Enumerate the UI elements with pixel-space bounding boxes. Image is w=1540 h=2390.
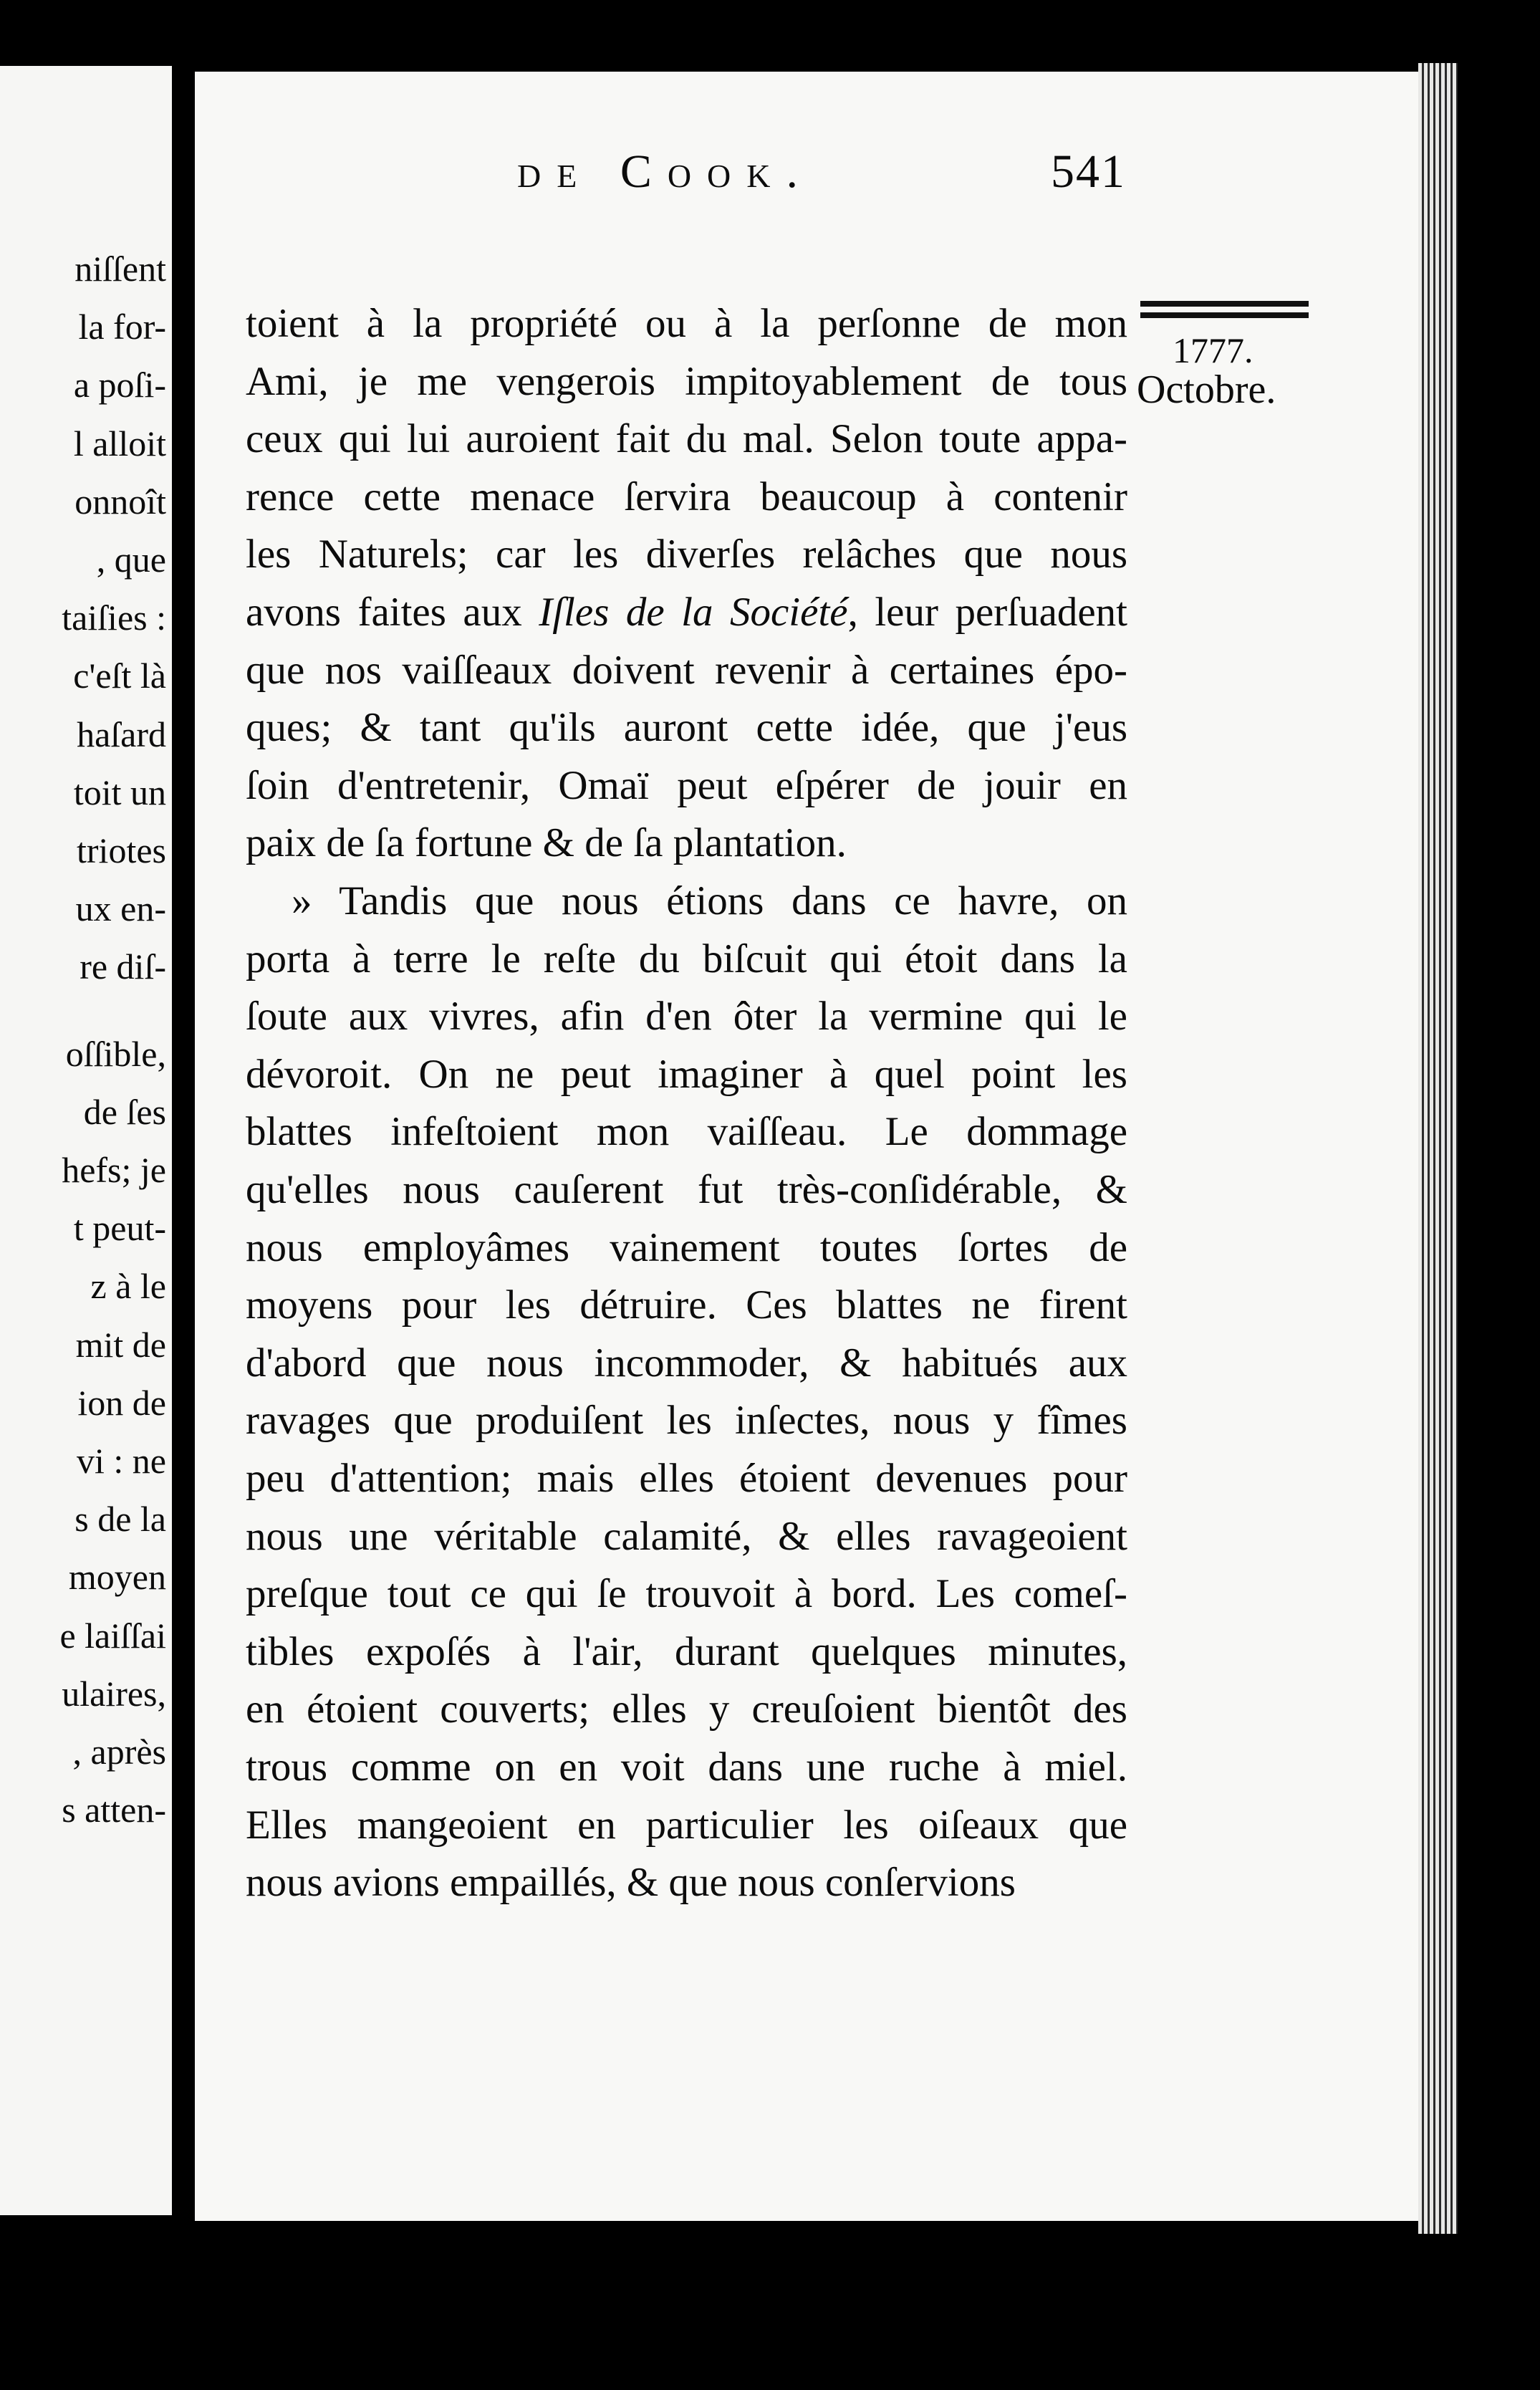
body-line: ceux qui lui auroient fait du mal. Selon toute appa- xyxy=(246,416,1127,462)
left-page-line: l alloit xyxy=(73,423,166,464)
body-line xyxy=(246,584,1127,641)
left-page-line: vi : ne xyxy=(77,1441,166,1481)
left-page-line: ux en- xyxy=(75,888,166,929)
body-line: toient à la propriété ou à la perſonne de mon xyxy=(246,301,1127,346)
body-line: preſque tout ce qui ſe trouvoit à bord. Les comeſ- xyxy=(246,1571,1127,1617)
left-page-line: de ſes xyxy=(83,1091,166,1132)
left-page-line: ulaires, xyxy=(62,1673,166,1714)
left-page-line: niſſent xyxy=(74,249,166,289)
body-line: trous comme on en voit dans une ruche à miel. xyxy=(246,1744,1127,1790)
body-line: Elles mangeoient en particulier les oiſeaux que xyxy=(246,1802,1127,1848)
left-page-line: triotes xyxy=(77,830,166,870)
left-page-line: z à le xyxy=(90,1266,166,1307)
body-line: d'abord que nous incommoder, & habitués aux xyxy=(246,1340,1127,1386)
body-line: nous employâmes vainement toutes ſortes de xyxy=(246,1224,1127,1270)
text-run: , leur perſuadent xyxy=(847,590,1127,635)
body-line: nous avions empaillés, & que nous conſervions xyxy=(246,1860,1016,1906)
left-page-line: taiſies : xyxy=(62,598,166,638)
body-line: Ami, je me vengerois impitoyablement de tous xyxy=(246,358,1127,404)
left-page-line: la for- xyxy=(78,307,166,347)
body-line: les Naturels; car les diverſes relâches que nous xyxy=(246,532,1127,577)
left-page-line: , après xyxy=(72,1732,166,1772)
text-run: avons faites aux xyxy=(246,590,539,635)
body-line: paix de ſa fortune & de ſa plantation. xyxy=(246,820,847,866)
left-page-line: e laiſſai xyxy=(59,1615,166,1656)
left-page-line: t peut- xyxy=(73,1208,166,1249)
margin-month: Octobre. xyxy=(1137,368,1276,412)
body-line: qu'elles nous cauſerent fut très-conſidérable, & xyxy=(246,1167,1127,1212)
left-page-line: haſard xyxy=(77,714,166,754)
body-line: moyens pour les détruire. Ces blattes ne firent xyxy=(246,1282,1127,1328)
left-page-line: ion de xyxy=(77,1382,166,1423)
page-number: 541 xyxy=(1051,145,1126,198)
left-page-line: , que xyxy=(96,539,166,580)
margin-rule-bottom xyxy=(1140,312,1309,318)
adjacent-left-page xyxy=(0,66,172,2215)
body-line: » Tandis que nous étions dans ce havre, on xyxy=(292,878,1127,923)
body-line: nous une véritable calamité, & elles ravageoient xyxy=(246,1513,1127,1559)
body-line: que nos vaiſſeaux doivent revenir à certaines épo- xyxy=(246,647,1127,693)
body-line: en étoient couverts; elles y creuſoient bientôt des xyxy=(246,1686,1127,1732)
left-page-line: moyen xyxy=(68,1557,166,1598)
left-page-line: a poſi- xyxy=(73,365,166,405)
header-title: de Cook. xyxy=(517,145,814,198)
margin-year: 1777. xyxy=(1173,330,1253,370)
body-line: tibles expoſés à l'air, durant quelques minutes, xyxy=(246,1628,1127,1674)
body-line: ſoute aux vivres, afin d'en ôter la vermine qui le xyxy=(246,994,1127,1040)
left-page-line: mit de xyxy=(75,1324,166,1365)
body-line: ſoin d'entretenir, Omaï peut eſpérer de jouir en xyxy=(246,762,1127,808)
place-name-italic: Iſles de la Société xyxy=(539,590,848,635)
left-page-line: onnoît xyxy=(74,481,166,522)
left-page-line: s de la xyxy=(74,1499,166,1540)
body-line: ques; & tant qu'ils auront cette idée, que j'eus xyxy=(246,705,1127,751)
margin-rule-top xyxy=(1140,301,1309,307)
body-line: blattes infeſtoient mon vaiſſeau. Le dommage xyxy=(246,1109,1127,1155)
left-page-line: c'eſt là xyxy=(73,656,166,696)
left-page-line: re diſ- xyxy=(80,946,166,987)
left-page-line: hefs; je xyxy=(62,1150,166,1190)
body-line: rence cette menace ſervira beaucoup à contenir xyxy=(246,474,1127,519)
left-page-line: oſſible, xyxy=(65,1033,166,1074)
body-line: peu d'attention; mais elles étoient devenues pour xyxy=(246,1456,1127,1501)
body-line: ravages que produiſent les inſectes, nous y fîmes xyxy=(246,1398,1127,1444)
left-page-line: s atten- xyxy=(62,1790,166,1830)
left-page-line: toit un xyxy=(73,772,166,812)
body-line: dévoroit. On ne peut imaginer à quel point les xyxy=(246,1051,1127,1097)
body-line: porta à terre le reſte du biſcuit qui étoit dans la xyxy=(246,936,1127,982)
